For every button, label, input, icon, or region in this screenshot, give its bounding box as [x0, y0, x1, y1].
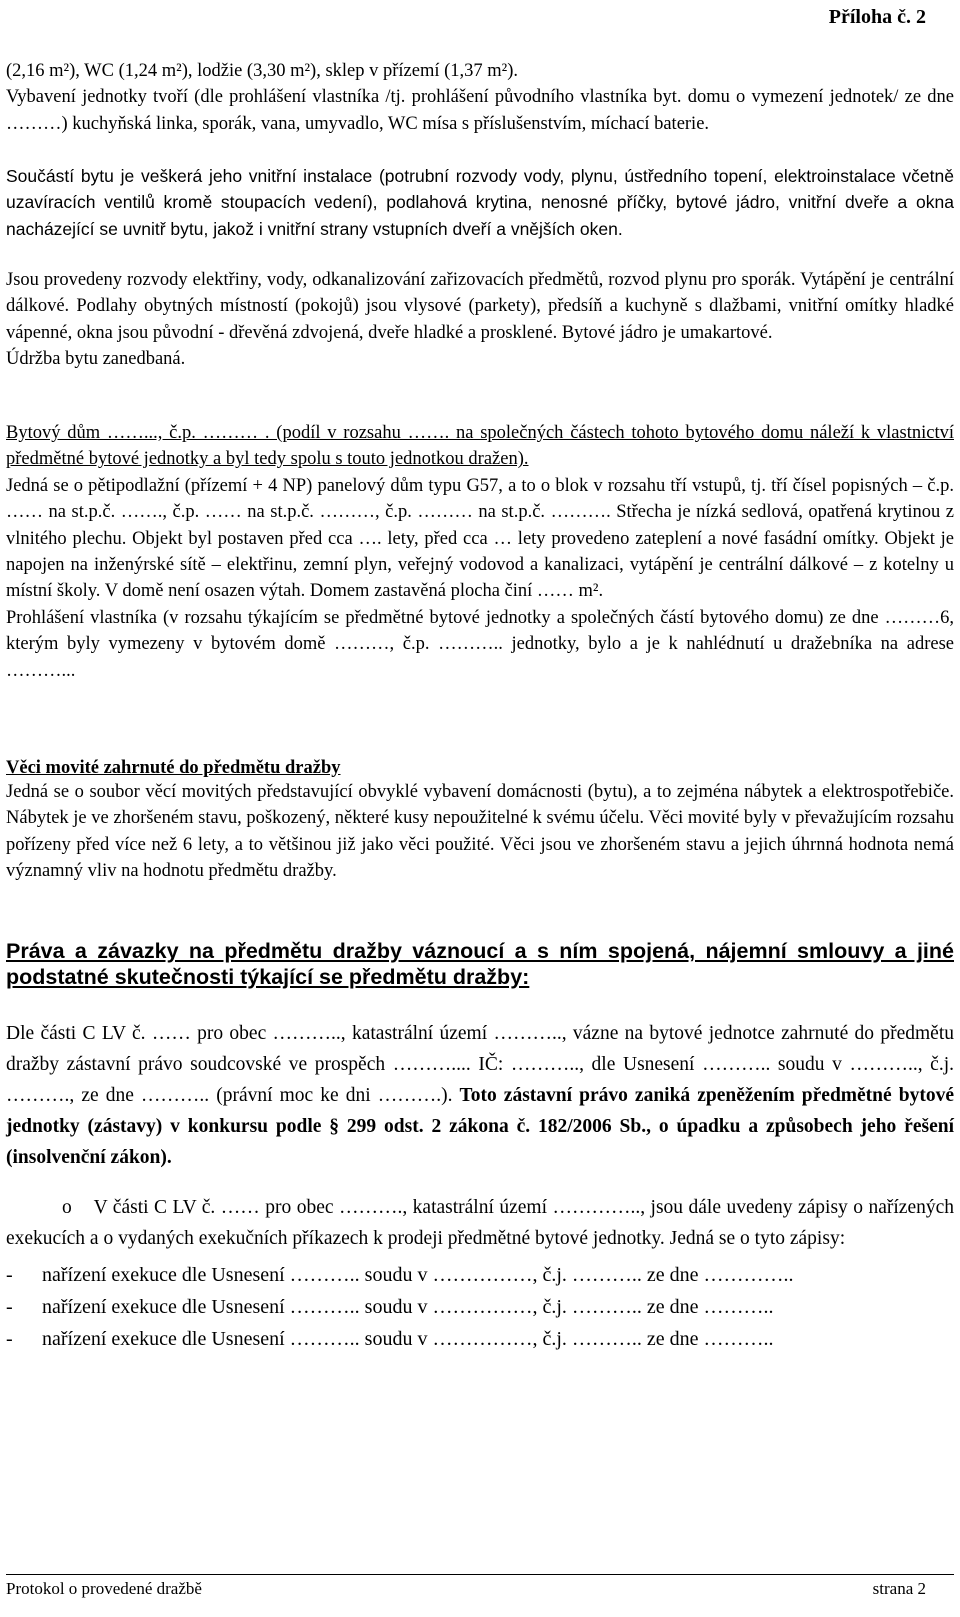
owner-declaration: Prohlášení vlastníka (v rozsahu týkajícím se předmětné bytové jednotky a společných částí bytového domu) ze dne ………6, kterým byly vymezeny v bytovém domě ………, č.p. ……….. jednotky, bylo a je k nahlédnutí u dražebníka na adrese ………...	[6, 607, 954, 681]
rights-heading: Práva a závazky na předmětu dražby váznoucí a s ním spojená, nájemní smlouvy a jiné podstatné skutečnosti týkající se předmětu dražby:	[6, 939, 954, 989]
item-dash: -	[6, 1264, 13, 1286]
equipment-paragraph: Vybavení jednotky tvoří (dle prohlášení vlastníka /tj. prohlášení původního vlastníka byt. domu o vymezení jednotek/ ze dne ………) kuchyňská linka, sporák, vana, umyvadlo, WC mísa s příslušenstvím, míchací baterie.	[6, 87, 954, 134]
maintenance-paragraph: Údržba bytu zanedbaná.	[6, 349, 186, 370]
item-text: nařízení exekuce dle Usnesení ……….. soudu v ……………, č.j. ……….. ze dne ………..	[42, 1296, 774, 1318]
executions-intro-text: V části C LV č. …… pro obec ………., katastrální území ………….., jsou dále uvedeny zápisy o nařízených exekucích a o vydaných exekučních příkazech k prodeji předmětné bytové jednotky. Jedná se o tyto zápisy:	[6, 1197, 955, 1249]
lien-section	[6, 1018, 954, 1173]
movables-paragraph: Jedná se o soubor věcí movitých představující obvyklé vybavení domácnosti (bytu), a to zejména nábytek a elektrospotřebiče. Nábytek je ve zhoršeném stavu, poškozený, některé kusy nepoužitelné k svému účelu. Věci movité byly v převažujícím rozsahu pořízeny před více než 6 lety, a to většinou již jako věci použité. Věci jsou ve zhoršeném stavu a jejich úhrnná hodnota nemá významný vliv na hodnotu předmětu dražby.	[6, 782, 955, 882]
lien-text: Dle části C LV č. …… pro obec ……….., katastrální území ……….., vázne na bytové jednotce zahrnuté do předmětu dražby zástavní právo soudcovské ve prospěch ……….... IČ: ……….., dle Usnesení ……….. soudu v ……….., č.j. ………., ze dne ……….. (právní moc ke dni ……….).	[6, 1023, 954, 1106]
item-dash: -	[6, 1328, 13, 1350]
movables-heading: Věci movité zahrnuté do předmětu dražby	[6, 758, 341, 778]
footer-title: Protokol o provedené dražbě	[6, 1579, 202, 1598]
bullet-marker: o	[62, 1197, 72, 1218]
item-dash: -	[6, 1296, 13, 1318]
item-text: nařízení exekuce dle Usnesení ……….. soudu v ……………, č.j. ……….. ze dne …………..	[42, 1264, 794, 1286]
executions-section	[6, 1192, 954, 1354]
building-description: Jedná se o pětipodlažní (přízemí + 4 NP) panelový dům typu G57, a to o blok v rozsahu tří vstupů, tj. tří čísel popisných – č.p. …… na st.p.č. ……., č.p. …… na st.p.č. ………, č.p. ……… na st.p.č. ………. Střecha je nízká sedlová, opatřená krytinou z vlnitého plechu. Objekt byl postaven před cca …. lety, před cca … lety provedeno zateplení a nové fasádní omítky. Objekt je napojen na inženýrské sítě – elektřinu, zemní plyn, veřejný vodovod a kanalizaci, vytápění je centrální dálkové – z kotelny u místní školy. V domě není osazen výtah. Domem zastavěná plocha činí …… m².	[6, 475, 954, 602]
utilities-paragraph: Jsou provedeny rozvody elektřiny, vody, odkanalizování zařizovacích předmětů, rozvod plynu pro sporák. Vytápění je centrální dálkové. Podlahy obytných místností (pokojů) jsou vlysové (parkety), předsíň a kuchyně s dlažbami, vnitřní omítky hladké vápenné, okna jsou původní - dřevěná zdvojená, dveře hladké a prosklené. Bytové jádro je umakartové.	[6, 270, 954, 343]
lien-bold-text: Toto zástavní právo zaniká zpeněžením předmětné bytové jednotky (zástavy) v konkursu podle § 299 odst. 2 zákona č. 182/2006 Sb., o úpadku a způsobech jeho řešení (insolvenční zákon).	[6, 1085, 954, 1168]
building-share-paragraph: Bytový dům ……..., č.p. ……… . (podíl v rozsahu ……. na společných částech tohoto bytového domu náleží k vlastnictví předmětné bytové jednotky a byl tedy spolu s touto jednotkou dražen).	[6, 423, 954, 470]
item-text: nařízení exekuce dle Usnesení ……….. soudu v ……………, č.j. ……….. ze dne ………..	[42, 1328, 774, 1350]
components-section	[6, 163, 954, 242]
movables-section	[6, 758, 954, 885]
components-paragraph: Součástí bytu je veškerá jeho vnitřní instalace (potrubní rozvody vody, plynu, ústředního topení, elektroinstalace včetně uzavíracích ventilů kromě stoupacích vedení), podlahová krytina, nenosné příčky, bytové jádro, vnitřní dveře a okna nacházející se uvnitř bytu, jakož i vnitřní strany vstupních dveří a vnějších oken.	[6, 166, 954, 239]
executions-intro	[6, 1192, 954, 1254]
rights-section	[6, 938, 954, 990]
execution-item	[6, 1324, 954, 1354]
intro-line: (2,16 m²), WC (1,24 m²), lodžie (3,30 m²), sklep v přízemí (1,37 m²).	[6, 61, 519, 81]
building-section	[6, 420, 954, 684]
utilities-section	[6, 267, 954, 373]
execution-item	[6, 1260, 954, 1290]
lien-paragraph	[6, 1018, 954, 1173]
equipment-section	[6, 58, 954, 137]
document-page	[6, 0, 954, 1617]
annex-label: Příloha č. 2	[828, 6, 926, 28]
executions-list	[6, 1260, 954, 1354]
page-number: strana 2	[872, 1579, 926, 1598]
page-footer	[6, 1574, 954, 1598]
execution-item	[6, 1292, 954, 1322]
